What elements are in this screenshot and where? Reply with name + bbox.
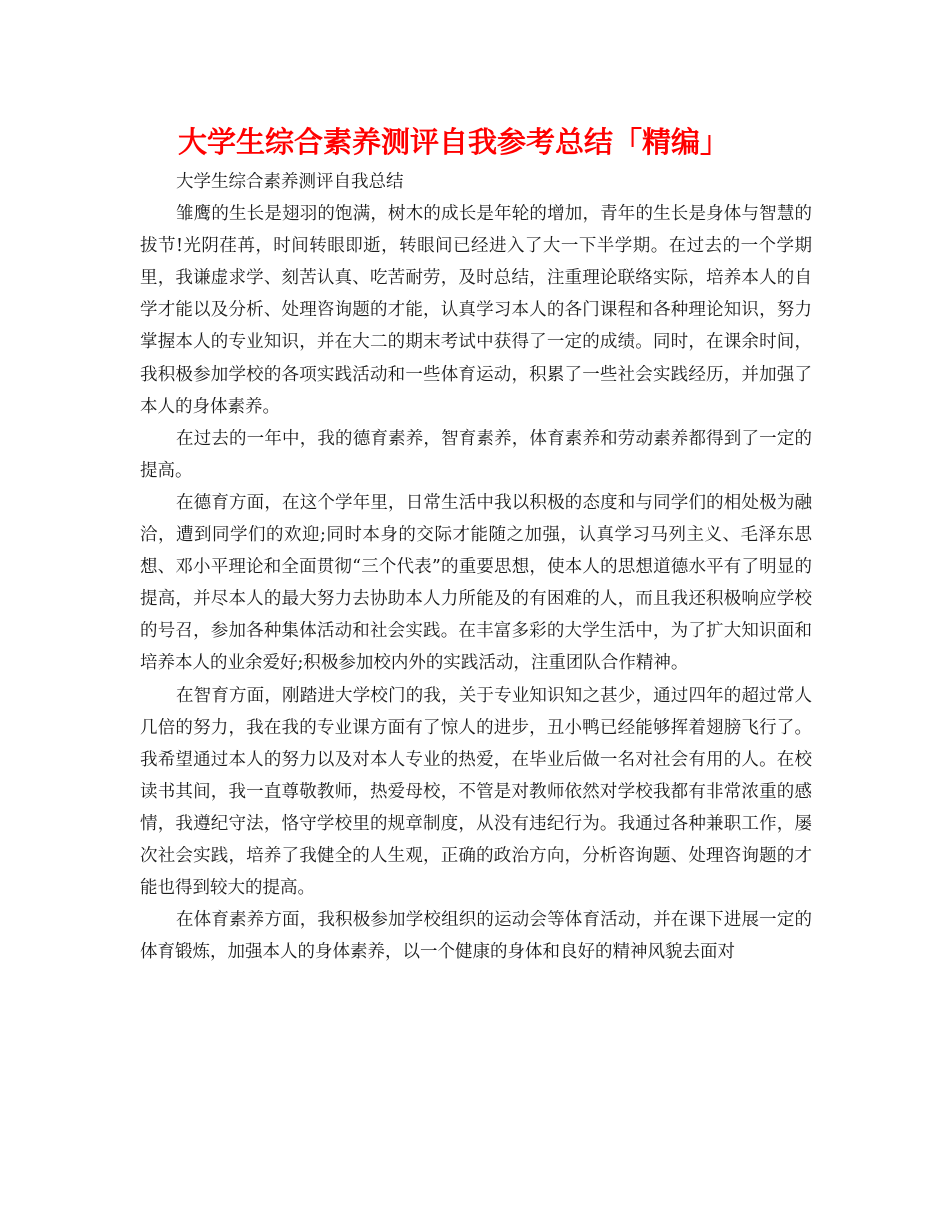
paragraph-physical: 在体育素养方面，我积极参加学校组织的运动会等体育活动，并在课下进展一定的体育锻炼，加强本人的身体素养，以一个健康的身体和良好的精神风貌去面对: [140, 910, 812, 963]
paragraph-overview: 在过去的一年中，我的德育素养，智育素养，体育素养和劳动素养都得到了一定的提高。: [140, 428, 812, 481]
document-body: [140, 166, 812, 968]
paragraph-intro: 雏鹰的生长是翅羽的饱满，树木的成长是年轮的增加，青年的生长是身体与智慧的拔节!光阴荏苒，时间转眼即逝，转眼间已经进入了大一下半学期。在过去的一个学期里，我谦虚求学、刻苦认真、吃苦耐劳，及时总结，注重理论联络实际，培养本人的自学才能以及分析、处理咨询题的才能，认真学习本人的各门课程和各种理论知识，努力掌握本人的专业知识，并在大二的期末考试中获得了一定的成绩。同时，在课余时间，我积极参加学校的各项实践活动和一些体育运动，积累了一些社会实践经历，并加强了本人的身体素养。: [140, 204, 812, 417]
paragraph-intellectual: 在智育方面，刚踏进大学校门的我，关于专业知识知之甚少，通过四年的超过常人几倍的努力，我在我的专业课方面有了惊人的进步，丑小鸭已经能够挥着翅膀飞行了。我希望通过本人的努力以及对本人专业的热爱，在毕业后做一名对社会有用的人。在校读书其间，我一直尊敬教师，热爱母校，不管是对教师依然对学校我都有非常浓重的感情，我遵纪守法，恪守学校里的规章制度，从没有违纪行为。我通过各种兼职工作，屡次社会实践，培养了我健全的人生观，正确的政治方向，分析咨询题、处理咨询题的才能也得到较大的提高。: [140, 685, 812, 899]
document-subtitle: 大学生综合素养测评自我总结: [176, 172, 404, 192]
document-title: 大学生综合素养测评自我参考总结「精编」: [178, 125, 730, 159]
paragraph-moral: 在德育方面，在这个学年里，日常生活中我以积极的态度和与同学们的相处极为融洽，遭到同学们的欢迎;同时本身的交际才能随之加强，认真学习马列主义、毛泽东思想、邓小平理论和全面贯彻“三个代表”的重要思想，使本人的思想道德水平有了明显的提高，并尽本人的最大努力去协助本人力所能及的有困难的人，而且我还积极响应学校的号召，参加各种集体活动和社会实践。在丰富多彩的大学生活中，为了扩大知识面和培养本人的业余爱好;积极参加校内外的实践活动，注重团队合作精神。: [140, 492, 812, 674]
